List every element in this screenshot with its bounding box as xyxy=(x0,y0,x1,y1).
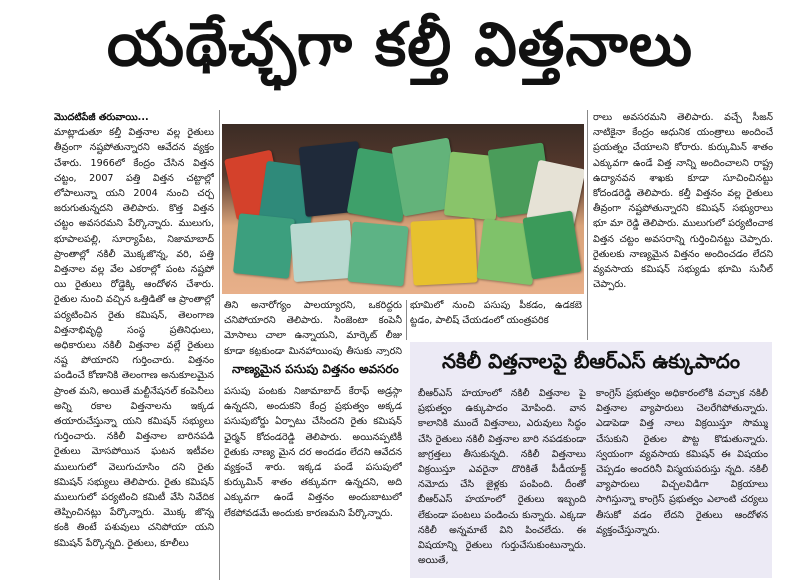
seed-packet xyxy=(522,210,581,279)
headline: యథేచ్ఛగా కల్తీ విత్తనాలు xyxy=(106,10,694,80)
article-column-3 xyxy=(410,298,582,342)
article-text: తిని అనారోగ్యం పాలయ్యారని, ఒకరిద్దరు చనిపోయారని తెలిపారు. సింజెంటా కంపెనీ మోసాలు చాలా ఉన్నాయని, మార్కెట్ లీజు కూడా కట్టకుండా మినహాయింపు తీసుకు న్నారని xyxy=(224,300,402,356)
column-divider xyxy=(587,110,588,340)
article-column-2 xyxy=(224,298,402,356)
seed-packet xyxy=(290,220,354,282)
seed-packet xyxy=(233,213,295,279)
box-column-right xyxy=(596,386,768,576)
box-column-left xyxy=(418,386,586,576)
section-subhead: నాణ్యమైన పసుపు విత్తనం అవసరం xyxy=(232,362,399,376)
seed-packet xyxy=(347,222,408,287)
article-column-2-continued xyxy=(224,384,402,578)
article-text: పసుపు పంటకు నిజామాబాద్ కేరాఫ్ అడ్రస్గా ఉన్నదని, అందుకని కేంద్ర ప్రభుత్వం అక్కడ పసుపుబోర్డు ఏర్పాటు చేసిందని రైతు కమిషన్ ఛైర్మన్ కోదండరెడ్డి తెలిపారు. అయినప్పటికీ రైతుకు నాణ్య మైన దర అందడం లేదని ఆవేదన వ్యక్తంచే శారు. ఇక్కడ పండే పసుపులో కుర్కుమిన్ శాతం తక్కువగా ఉన్నదని, అది ఎక్కువగా ఉండే విత్తనం అందుబాటులో లేకపోవడమే అందుకు కారణమని పేర్కొన్నారు. xyxy=(224,386,402,519)
article-text: మాట్లాడుతూ కల్తీ విత్తనాల వల్ల రైతులు తీవ్రంగా నష్టపోతున్నారని ఆవేదన వ్యక్తం చేశారు. 1966లో కేంద్రం చేసిన విత్తన చట్టం, 2007 పత్తి విత్తన చట్టాల్లో లోపాలున్నా యని 2004 నుంచి చర్చ జరుగుతున్నదని తెలిపారు. కొత్త విత్తన చట్టం అవసరమని పేర్కొన్నారు. ములుగు, భూపాలపల్లి, సూర్యాపేట, నిజామాబాద్ ప్రాంతాల్లో నకిలీ మొక్కజొన్న, వరి, పత్తి విత్తనాల వల్ల వేల ఎకరాల్లో పంట నష్టపో యి రైతులు రోడ్డెక్కి ఆందోళన చేశారు. రైతుల నుంచి వచ్చిన ఒత్తిడితో ఆ ప్రాంతాల్లో పర్యటించిన రైతు కమిషన్, తెలంగాణ విత్తనాభివృద్ధి సంస్థ ప్రతినిధులు, అధికారులు నకిలీ విత్తనాల వల్లే రైతులు నష్ట పోయారని గుర్తించారు. విత్తనం పండించే కోణానికి తెలంగాణ అనుకూలమైన ప్రాంత మని, అయితే మల్టీనేషనల్ కంపెనీలు అన్ని రకాల విత్తనాలను ఇక్కడ తయారుచేస్తున్నా యని కమిషన్ సభ్యులు గుర్తించారు. నకిలీ విత్తనాల బారినపడి రైతులు మోసపోయిన ఘటన ఇటీవల ములుగులో వెలుగుచూసిం దని రైతు కమిషన్ సభ్యులు తెలిపారు. రైతు కమిషన్ ములుగులో పర్యటించి కమిటీ వేసి నివేదిక తెప్పించినట్లు పేర్కొన్నారు. మొక్క జొన్న కంకి తింటే పశువులు చనిపోయా యని కమిషన్ పేర్కొన్నది. రైతులు, కూలీలు xyxy=(54,127,214,549)
continuation-kicker: మొదటిపేజీ తరువాయి... xyxy=(54,112,149,123)
column-divider xyxy=(219,110,220,580)
box-text: బీఆర్ఎస్ హయాంలో నకిలీ విత్తనాల పై ప్రభుత్వం ఉక్కుపాదం మోపింది. వాన కాలానికి ముందే విత్తనాలు, ఎరువులు సిద్ధం చేసి రైతులు నకిలీ విత్తనాల బారి నపడకుండా జాగ్రత్తలు తీసుకున్నది. నకిలీ విత్తనాలు విక్రయిస్తూ ఎవరైనా దొరికితే పీడీయాక్ట్ నమోదు చేసి జైళ్లకు పంపింది. దీంతో బీఆర్ఎస్ హయాంలో రైతులు ఇబ్బంది లేకుండా పంటలు పండించు కున్నారు. ఎక్కడా నకిలీ అన్నమాటే విని పించలేదు. ఈ విషయాన్ని రైతులు గుర్తుచేసుకుంటున్నారు. అయితే, xyxy=(418,388,586,567)
article-column-1 xyxy=(54,110,214,580)
seed-packets-photo xyxy=(222,124,584,294)
column-divider xyxy=(406,300,407,340)
seed-packet xyxy=(410,218,477,285)
article-text: రాలు అవసరమని తెలిపారు. వచ్చే సీజన్ నాటికైనా కేంద్రం ఆధునిక యంత్రాలు అందించే ప్రయత్నం చేయాలని కోరారు. కుర్కుమిన్ శాతం ఎక్కువగా ఉండే విత్త నాన్ని అందించాలని రాష్ట్ర ఉద్యానవన శాఖకు కూడా సూచించినట్టు కోదండరెడ్డి తెలిపారు. కల్తీ విత్తనం వల్ల రైతులు తీవ్రంగా నష్టపోతున్నారని కమిషన్ సభ్యురాలు భూ మా రెడ్డి తెలిపారు. ములుగులో పర్యటించాక విత్తన చట్టం అవసరాన్ని గుర్తించినట్టు చెప్పారు. రైతులకు నాణ్యమైన విత్తనం అందించడం లేదని వ్యవసాయ కమిషన్ సభ్యుడు భూమి సునీల్ చెప్పారు. xyxy=(593,112,773,291)
box-text: కాంగ్రెస్ ప్రభుత్వం అధికారంలోకి వచ్చాక నకిలీ విత్తనాల వ్యాపారులు చెలరేగిపోతున్నారు. ఎడాపెడా విత్త నాలు విక్రయిస్తూ సొమ్ము చేసుకుని రైతుల పొట్ట కొడుతున్నారు. స్వయంగా వ్యవసాయ కమిషన్ ఈ విషయం చెప్పడం అందరినీ విస్మయపరుస్తు న్నది. నకిలీ వ్యాపారులు విచ్చలవిడిగా విక్రయాలు సాగిస్తున్నా కాంగ్రెస్ ప్రభుత్వం ఎలాంటి చర్యలు తీసుకో వడం లేదని రైతులు ఆందోళన వ్యక్తంచేస్తున్నారు. xyxy=(596,388,768,536)
box-heading: నకిలీ విత్తనాలపై బీఆర్ఎస్ ఉక్కుపాదం xyxy=(410,342,772,384)
article-column-4 xyxy=(593,110,773,340)
article-text: భూమిలో నుంచి పసుపు పీకడం, ఉడకబె ట్టడం, పాలిష్ చేయడంలో యంత్రపరిక xyxy=(410,300,582,327)
